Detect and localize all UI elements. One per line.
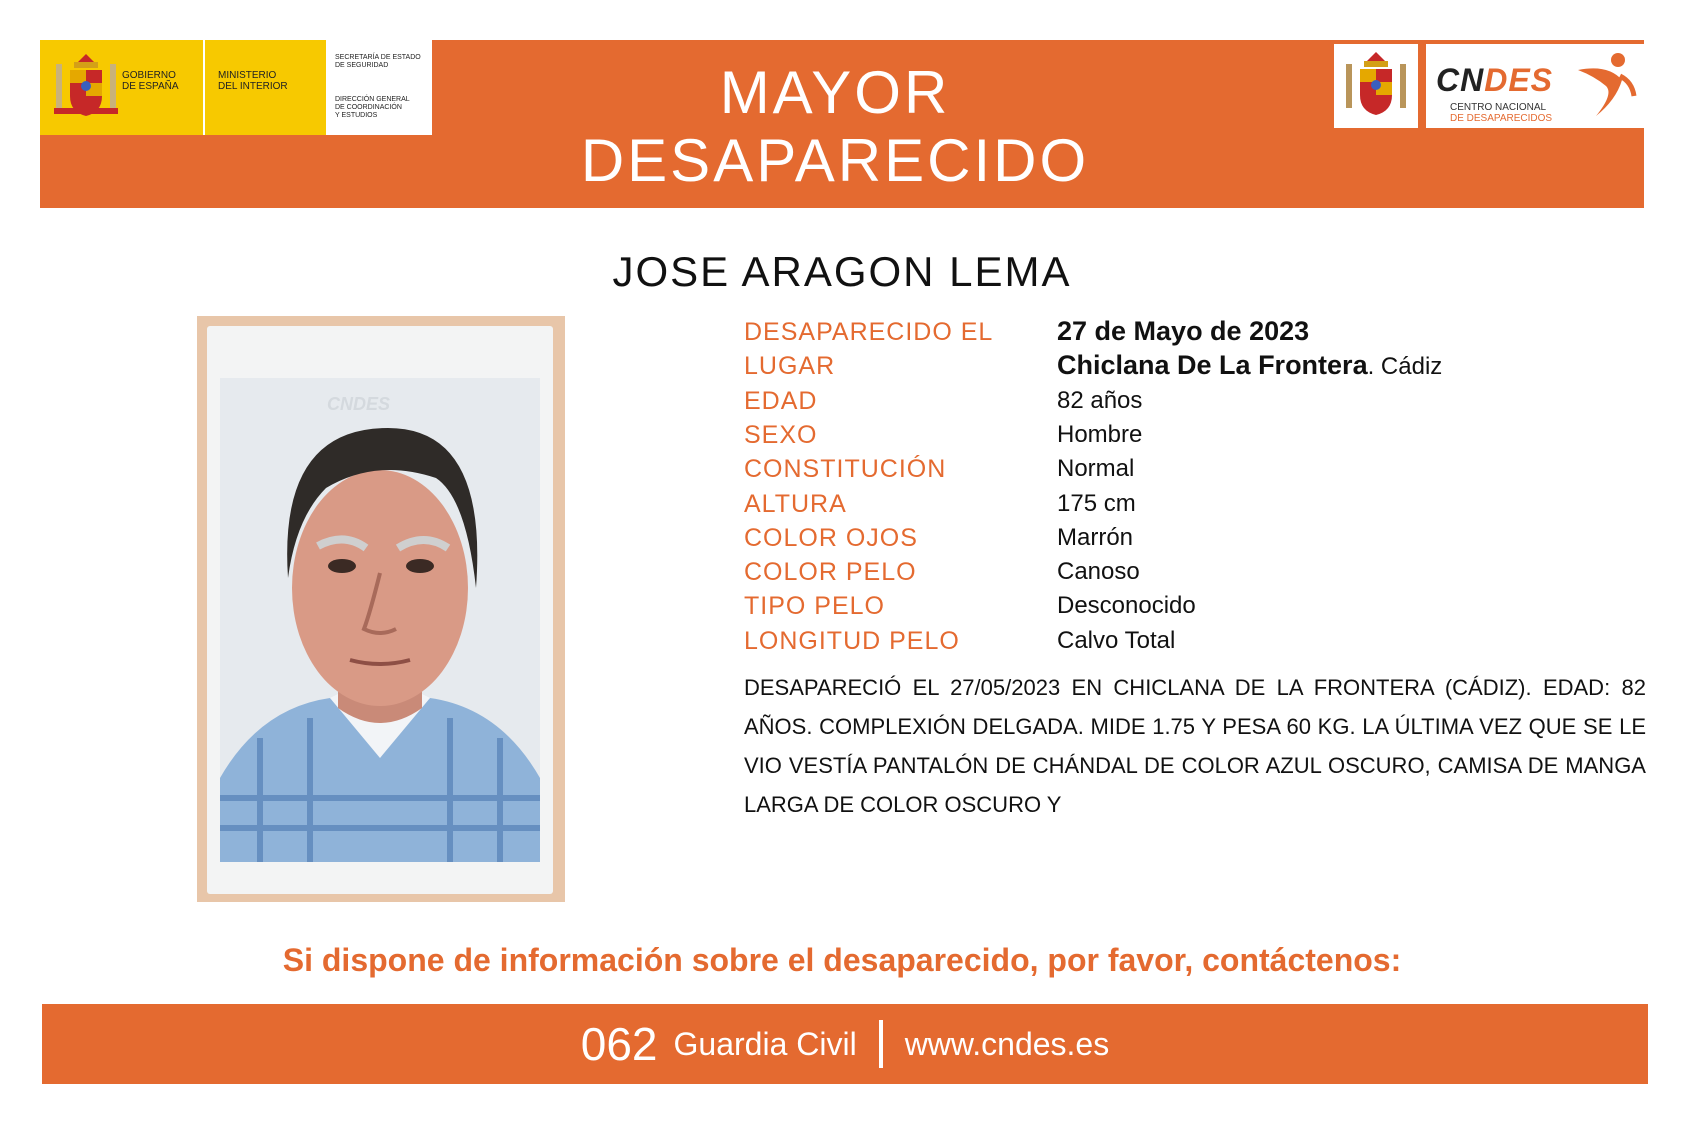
photo-card [207, 326, 553, 894]
detail-value: Canoso [1057, 558, 1140, 586]
poster-title-line1: MAYOR [719, 59, 951, 126]
detail-value: 82 años [1057, 386, 1143, 414]
royal-crest-icon [1342, 50, 1410, 122]
detail-value: Calvo Total [1057, 626, 1176, 654]
portrait-image [220, 378, 540, 862]
detail-label: ALTURA [744, 489, 847, 518]
detail-value: Normal [1057, 455, 1135, 483]
agency-name: Guardia Civil [673, 1025, 857, 1062]
detail-label: COLOR PELO [744, 558, 917, 587]
cndes-subtitle-line2: DE DESAPARECIDOS [1450, 113, 1553, 124]
government-logo [40, 40, 432, 135]
detail-label: COLOR OJOS [744, 523, 918, 552]
running-figure-icon [1568, 50, 1640, 122]
detail-label: CONSTITUCIÓN [744, 455, 947, 484]
description-text: DESAPARECIÓ EL 27/05/2023 EN CHICLANA DE LA FRONTERA (CÁDIZ). EDAD: 82 AÑOS. COMPLEXIÓN DELGADA. MIDE 1.75 Y PESA 60 KG. LA ÚLTIMA VEZ QUE SE LE VIO VESTÍA PANTALÓN DE CHÁNDAL DE COLOR AZUL OSCURO, CAMISA DE MANGA LARGA DE COLOR OSCURO Y [744, 675, 1646, 817]
call-to-action: Si dispone de información sobre el desaparecido, por favor, contáctenos: [282, 942, 1402, 978]
cndes-subtitle-line1: CENTRO NACIONAL [1450, 102, 1547, 113]
detail-value-bold: Chiclana De La Frontera [1057, 350, 1368, 381]
detail-value: Marrón [1057, 523, 1134, 551]
crest-logo [1334, 44, 1418, 128]
footer-contact [42, 1004, 1648, 1084]
cndes-logo-text: CNDES [1436, 62, 1554, 98]
detail-label: DESAPARECIDO EL [744, 318, 994, 346]
detail-value-rest: . Cádiz [1367, 353, 1443, 381]
gov-divider [203, 40, 205, 135]
detail-value: Hombre [1057, 420, 1143, 448]
spain-crest-icon [54, 50, 118, 124]
person-name: JOSE ARAGON LEMA [612, 248, 1072, 295]
direccion-text: DIRECCIÓN GENERAL DE COORDINACIÓN Y ESTUDIOS [335, 96, 410, 119]
detail-value: Desconocido [1057, 592, 1196, 620]
poster-title-line2: DESAPARECIDO [580, 127, 1090, 194]
secretaria-text: SECRETARÍA DE ESTADO DE SEGURIDAD [335, 54, 421, 69]
gov-espana-text: GOBIERNO DE ESPAÑA [122, 70, 179, 92]
footer-band [42, 1004, 1648, 1084]
portrait-icon [220, 378, 540, 862]
website-link[interactable]: www.cndes.es [904, 1025, 1110, 1062]
person-photo [197, 316, 565, 902]
photo-watermark: CNDES [327, 394, 391, 414]
detail-label: SEXO [744, 420, 818, 449]
footer-separator [879, 1020, 883, 1068]
ministry-text: MINISTERIO DEL INTERIOR [218, 70, 288, 92]
phone-number[interactable]: 062 [580, 1018, 658, 1070]
cndes-logo [1426, 44, 1646, 128]
detail-label: EDAD [744, 386, 818, 415]
detail-value: 175 cm [1057, 489, 1136, 517]
detail-value [1057, 350, 1442, 381]
detail-label: TIPO PELO [744, 592, 885, 621]
detail-value: 27 de Mayo de 2023 [1057, 316, 1310, 346]
detail-label: LONGITUD PELO [744, 626, 960, 655]
detail-label: LUGAR [744, 352, 836, 381]
